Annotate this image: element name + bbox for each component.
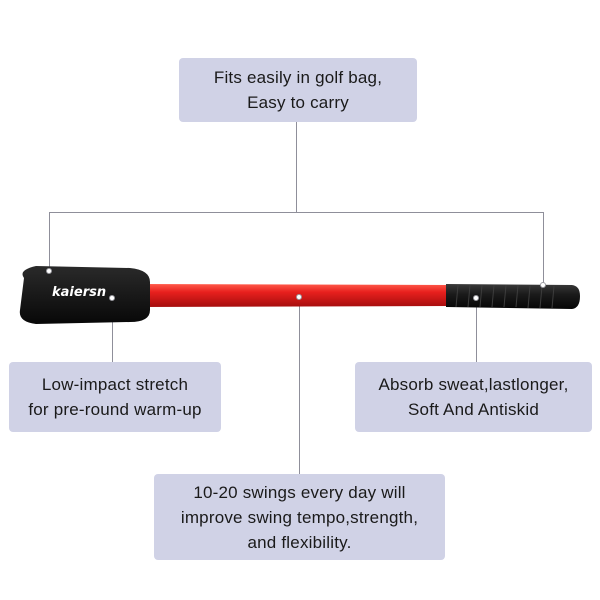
callout-grip-line1: Absorb sweat,lastlonger, [378,375,569,394]
callout-portability-line2: Easy to carry [247,93,349,112]
callout-portability-line1: Fits easily in golf bag, [213,68,383,87]
callout-warmup-line1: Low-impact stretch [41,375,189,394]
callout-grip [355,362,592,432]
callout-training [154,474,445,560]
callout-training-line3: and flexibility. [247,532,352,552]
callout-portability [179,58,417,122]
callout-training-line1: 10-20 swings every day will [193,482,406,502]
callout-warmup [9,362,221,432]
connector-dot-grip-bottom [473,295,479,301]
connector-dot-grip [540,282,546,288]
callout-warmup-line2: for pre-round warm-up [28,400,202,419]
rubber-grip [446,284,580,309]
callout-training-line2: improve swing tempo,strength, [180,507,419,527]
brand-logo: kaiersn [52,285,107,300]
callout-grip-line2: Soft And Antiskid [408,400,539,419]
connector-dot-shaft [296,294,302,300]
connector-dot-foam-bottom [109,295,115,301]
connector-dot-foam-top [46,268,52,274]
